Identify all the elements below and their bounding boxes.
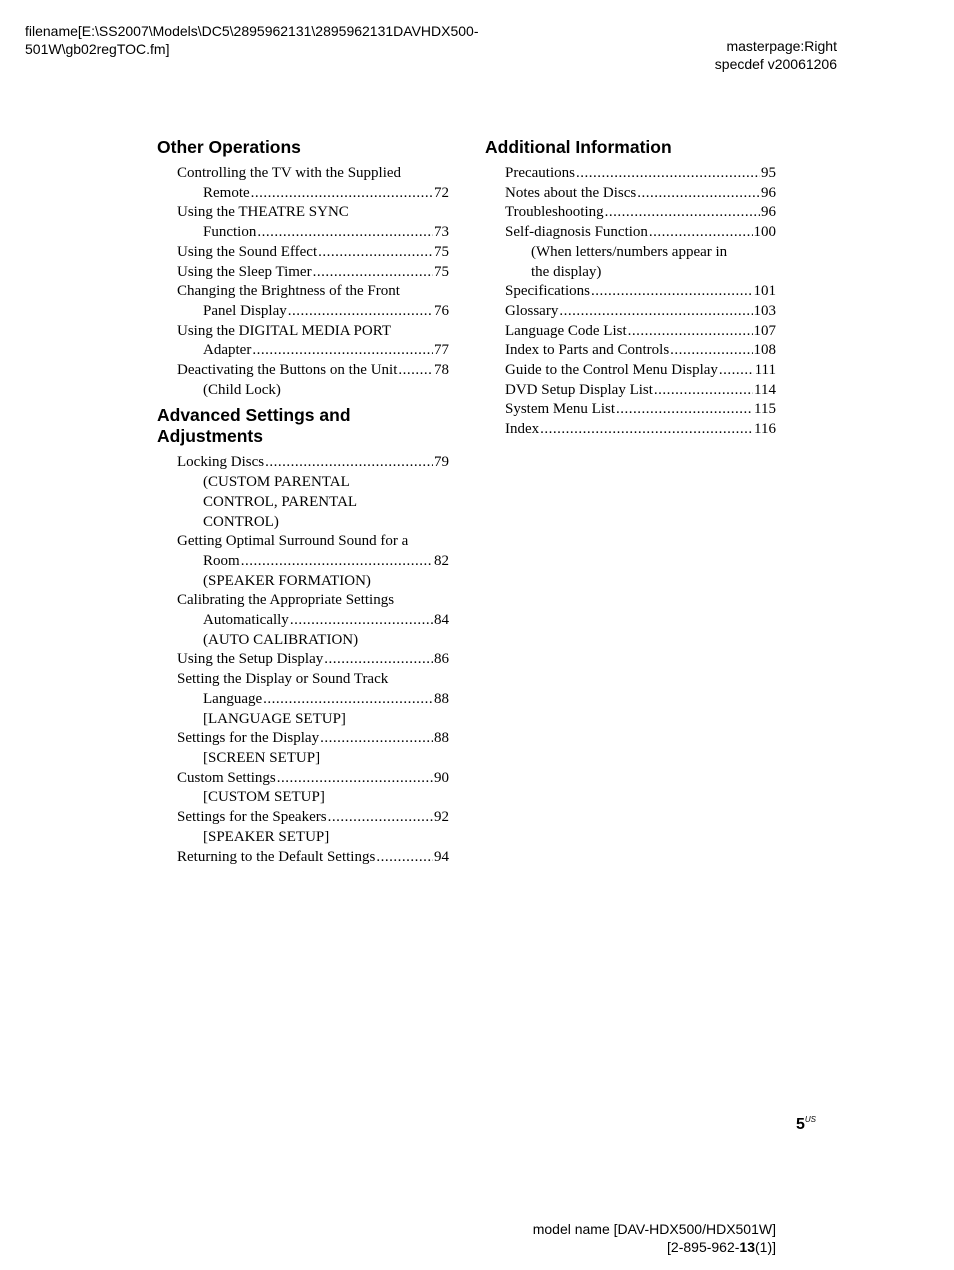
toc-entry-title-line: Using the THEATRE SYNC [177,204,349,221]
toc-entry-title: Remote [203,184,250,201]
toc-entry-title-line: Changing the Brightness of the Front [177,283,400,300]
dot-leader [252,341,433,361]
footer-code-bold: 13 [739,1239,755,1255]
page-number [796,1115,816,1134]
toc-entry-title: Locking Discs [177,454,265,471]
toc-entry-page-number: 103 [753,302,776,319]
toc-entry [177,848,449,868]
toc-entry [177,453,449,532]
toc-entry-subtitle: [CUSTOM SETUP] [203,789,325,806]
toc-left-column [157,137,449,872]
toc-entry-title-line: Setting the Display or Sound Track [177,671,389,688]
toc-entry-page-number: 111 [754,362,776,379]
toc-entry-title: Guide to the Control Menu Display [505,362,718,379]
header-filename [25,22,495,58]
toc-entry-title: Index to Parts and Controls [505,342,670,359]
toc-entry-title: Settings for the Display [177,730,320,747]
toc-entry [177,263,449,283]
toc-entry-title: Precautions [505,165,575,181]
toc-entry-page-number: 77 [434,342,449,359]
dot-leader [649,223,753,243]
toc-entry-title-line: Controlling the TV with the Supplied [177,165,402,181]
toc-entry-title: Returning to the Default Settings [177,848,376,865]
dot-leader [637,184,760,204]
toc-entry-leader-line [177,611,449,631]
page-number-value: 5 [796,1116,805,1133]
toc-entry-leader-line [505,302,776,322]
header-masterpage-line: masterpage:Right [726,38,837,54]
dot-leader [290,611,433,631]
dot-leader [376,848,433,868]
toc-entry-list [485,164,776,440]
toc-entry [505,302,776,322]
section-heading: Advanced Settings and Adjustments [157,405,351,447]
toc-entry-page-number: 96 [761,184,776,201]
toc-entry-title: Glossary [505,302,559,319]
header-masterpage [715,37,837,73]
toc-entry-subtitle: (CUSTOM PARENTAL [203,474,350,491]
toc-right-column [485,137,776,445]
toc-entry-subtitle: (When letters/numbers appear in [531,243,728,260]
toc-entry-title: Adapter [203,342,252,359]
toc-entry-leader-line [505,203,776,223]
toc-entry-subtitle: [LANGUAGE SETUP] [203,710,346,727]
toc-entry-leader-line [505,361,776,381]
toc-entry-page-number: 82 [434,552,449,569]
toc-entry-title: Settings for the Speakers [177,809,327,826]
toc-entry [177,808,449,847]
dot-leader [719,361,754,381]
footer-code-prefix: [2-895-962- [667,1239,740,1255]
toc-entry-title: Troubleshooting [505,204,604,221]
toc-entry-subtitle: (SPEAKER FORMATION) [203,572,371,589]
toc-entry-leader-line [505,381,776,401]
toc-entry [177,729,449,768]
toc-entry [177,203,449,242]
toc-entry-leader-line [177,263,449,283]
toc-entry-leader-line [177,453,449,473]
toc-entry-page-number: 84 [434,612,449,629]
toc-entry-title: DVD Setup Display List [505,381,653,398]
toc-section [157,405,449,867]
dot-leader [241,552,433,572]
toc-section [485,137,776,440]
toc-entry-subtitle: CONTROL, PARENTAL [203,493,358,510]
toc-entry [505,381,776,401]
toc-entry-page-number: 75 [434,263,449,280]
toc-entry-leader-line [505,322,776,342]
toc-entry-page-number: 108 [753,342,776,359]
toc-entry-title-line: Calibrating the Appropriate Settings [177,592,395,609]
toc-entry-title: Self-diagnosis Function [505,224,648,241]
toc-entry-list [157,164,449,400]
toc-entry-leader-line [177,243,449,263]
toc-entry [505,322,776,342]
toc-entry [505,420,776,440]
toc-entry-page-number: 90 [434,769,449,786]
dot-leader [318,243,433,263]
toc-entry-leader-line [177,690,449,710]
footer-model-name [533,1220,776,1256]
toc-entry-subtitle: (AUTO CALIBRATION) [203,631,359,648]
toc-entry-page-number: 116 [754,421,776,438]
toc-entry [177,670,449,729]
toc-entry-title: Automatically [203,612,289,629]
toc-entry-leader-line [177,361,449,381]
footer-code-suffix: (1)] [755,1239,776,1255]
toc-entry-leader-line [177,729,449,749]
dot-leader [616,400,753,420]
toc-entry [177,243,449,263]
toc-entry-leader-line [177,302,449,322]
toc-entry [177,361,449,400]
toc-entry-leader-line [177,769,449,789]
dot-leader [605,203,760,223]
toc-entry-leader-line [177,184,449,204]
toc-entry-page-number: 76 [434,302,449,319]
toc-entry-leader-line [505,282,776,302]
dot-leader [277,769,433,789]
toc-entry-title-line: Getting Optimal Surround Sound for a [177,533,409,550]
toc-entry-subtitle: [SCREEN SETUP] [203,749,321,766]
dot-leader [591,282,753,302]
toc-entry-title: Custom Settings [177,769,276,786]
toc-entry-leader-line [505,164,776,184]
header-filename-line1: filename[E:\SS2007\Models\DC5\2895962131\2895962131DAVHDX500- [25,23,479,39]
toc-entry-title: Language [203,690,263,707]
toc-entry-page-number: 101 [753,283,776,300]
dot-leader [576,164,760,184]
toc-entry-page-number: 73 [434,224,449,241]
toc-entry-leader-line [177,808,449,828]
toc-entry-subtitle: the display) [531,263,602,280]
header-filename-line2: 501W\gb02regTOC.fm] [25,41,170,57]
toc-entry-page-number: 115 [754,401,776,418]
toc-entry-leader-line [505,400,776,420]
toc-entry-page-number: 107 [753,322,776,339]
toc-entry-subtitle: CONTROL) [203,513,279,530]
section-heading: Additional Information [485,137,672,157]
toc-entry [177,650,449,670]
toc-entry [505,282,776,302]
toc-entry [505,400,776,420]
toc-entry-page-number: 86 [434,651,449,668]
toc-entry-leader-line [177,552,449,572]
toc-entry [177,282,449,321]
toc-entry-leader-line [505,223,776,243]
dot-leader [540,420,753,440]
toc-entry-title: Panel Display [203,302,287,319]
toc-entry-page-number: 95 [761,165,776,181]
toc-entry [505,361,776,381]
footer-line2 [533,1238,776,1256]
toc-entry-leader-line [177,223,449,243]
toc-entry-list [157,453,449,867]
toc-entry-page-number: 79 [434,454,449,471]
toc-entry-title-line: Using the DIGITAL MEDIA PORT [177,322,391,339]
toc-entry-page-number: 100 [753,224,776,241]
dot-leader [559,302,752,322]
dot-leader [324,650,433,670]
toc-entry [177,532,449,591]
header-specdef-line: specdef v20061206 [714,56,837,72]
toc-entry-title: Room [203,552,240,569]
toc-entry [177,769,449,808]
dot-leader [654,381,753,401]
toc-entry-title: Using the Sleep Timer [177,263,312,280]
dot-leader [251,184,433,204]
toc-entry-title: Specifications [505,283,590,300]
toc-entry-leader-line [505,184,776,204]
toc-entry-page-number: 114 [754,381,776,398]
toc-entry-page-number: 78 [434,362,449,379]
dot-leader [320,729,433,749]
toc-entry-page-number: 72 [434,184,449,201]
toc-entry-leader-line [505,420,776,440]
toc-entry-page-number: 75 [434,243,449,260]
toc-entry-page-number: 88 [434,730,449,747]
toc-entry-page-number: 92 [434,809,449,826]
footer-line1: model name [DAV-HDX500/HDX501W] [532,1221,776,1237]
toc-entry [505,184,776,204]
toc-entry [177,591,449,650]
dot-leader [288,302,433,322]
toc-entry-title: Using the Sound Effect [177,243,318,260]
toc-entry-leader-line [177,650,449,670]
toc-entry [505,164,776,184]
toc-entry-subtitle: (Child Lock) [203,381,281,398]
toc-entry-subtitle: [SPEAKER SETUP] [203,828,330,845]
toc-entry-page-number: 94 [434,848,449,865]
toc-entry-page-number: 96 [761,204,776,221]
dot-leader [263,690,433,710]
dot-leader [670,341,752,361]
toc-entry-title: Function [203,224,257,241]
toc-entry-title: Index [505,421,540,438]
toc-entry-page-number: 88 [434,690,449,707]
toc-entry-title: Notes about the Discs [505,184,637,201]
toc-entry-leader-line [177,848,449,868]
toc-entry-leader-line [177,341,449,361]
dot-leader [313,263,433,283]
toc-section [157,137,449,400]
toc-entry [177,322,449,361]
page-number-suffix: US [804,1115,817,1124]
toc-entry-title: System Menu List [505,401,616,418]
toc-entry-title: Language Code List [505,322,627,339]
dot-leader [398,361,433,381]
toc-entry [505,223,776,282]
dot-leader [257,223,433,243]
toc-entry-title: Deactivating the Buttons on the Unit [177,362,398,379]
toc-entry-leader-line [505,341,776,361]
dot-leader [265,453,433,473]
dot-leader [328,808,433,828]
section-heading: Other Operations [157,137,301,157]
dot-leader [628,322,753,342]
toc-entry-title: Using the Setup Display [177,651,324,668]
toc-entry [505,203,776,223]
toc-entry [177,164,449,203]
toc-entry [505,341,776,361]
